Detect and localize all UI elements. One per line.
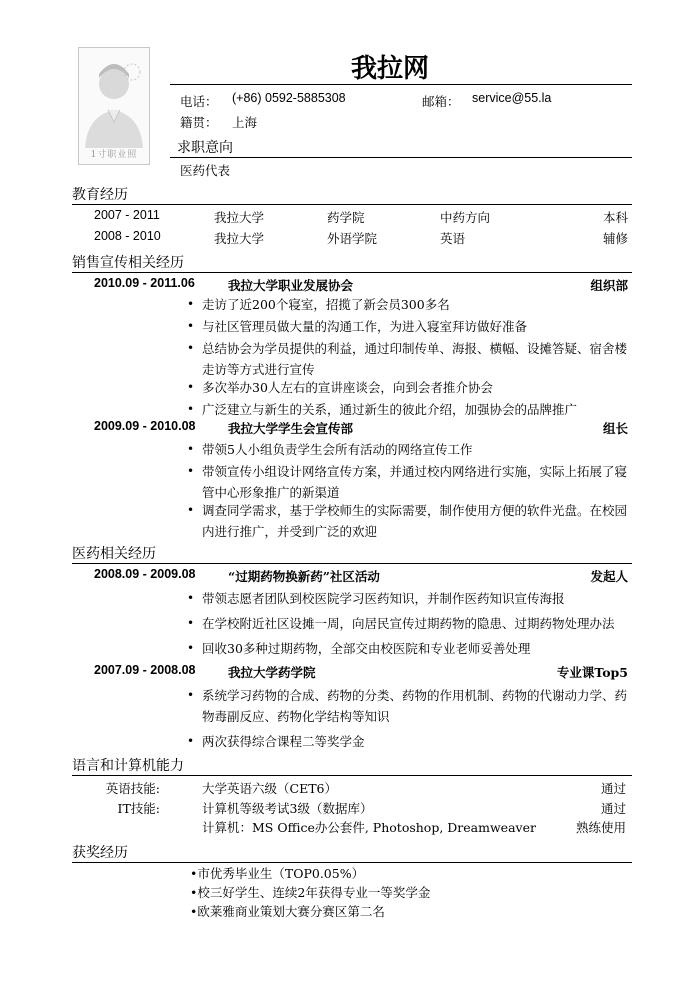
entry-role: 专业课Top5 [556, 665, 628, 680]
phone-label: 电话： [180, 94, 218, 109]
bullet-icon: • [187, 734, 195, 748]
skill-label: IT技能: [117, 801, 160, 816]
education-title: 教育经历 [72, 187, 128, 203]
bullet-icon: • [190, 904, 198, 919]
education-rule [72, 204, 632, 205]
award-text: 市优秀毕业生（TOP0.05%） [197, 866, 365, 881]
edu-college: 药学院 [327, 210, 365, 225]
skill-value: 计算机：MS Office办公套件, Photoshop, Dreamweaver [202, 820, 536, 835]
medical-rule [72, 563, 632, 564]
bullet-text: 在学校附近社区设摊一周，向居民宣传过期药物的隐患、过期药物处理办法 [202, 616, 615, 631]
sales-rule [72, 272, 632, 273]
award-item [190, 902, 385, 920]
header-rule [170, 84, 632, 85]
skills-title: 语言和计算机能力 [72, 758, 184, 774]
bullet-icon: • [190, 885, 198, 900]
bullet-text: 总结协会为学员提供的利益，通过印制传单、海报、横幅、设摊答疑、宿舍楼走访等方式进行宣传 [202, 341, 628, 377]
bullet-text: 带领志愿者团队到校医院学习医药知识，并制作医药知识宣传海报 [202, 591, 565, 606]
edu-major: 中药方向 [440, 210, 491, 225]
bullet-text: 回收30多种过期药物，全部交由校医院和专业老师妥善处理 [202, 641, 531, 656]
bullet-icon: • [187, 341, 195, 355]
edu-school: 我拉大学 [214, 210, 265, 225]
entry-role: 组长 [602, 421, 628, 436]
bullet-icon: • [190, 866, 198, 881]
phone-value: (+86) 0592-5885308 [232, 91, 346, 105]
bullet-icon: • [187, 464, 195, 478]
bullet-icon: • [187, 688, 195, 702]
skill-value: 计算机等级考试3级（数据库） [202, 801, 373, 816]
bullet-text: 多次举办30人左右的宣讲座谈会，向到会者推介协会 [202, 380, 493, 395]
bullet-text: 与社区管理员做大量的沟通工作，为进入寝室拜访做好准备 [202, 319, 528, 334]
entry-role: 发起人 [590, 569, 628, 584]
edu-degree: 本科 [602, 210, 628, 225]
bullet-text: 调查同学需求，基于学校师生的实际需要，制作使用方便的软件光盘。在校园内进行推广，并受到广泛的欢迎 [202, 503, 628, 539]
edu-period: 2007 - 2011 [94, 208, 160, 222]
awards-rule [72, 862, 632, 863]
edu-major: 英语 [440, 231, 466, 246]
entry-period: 2008.09 - 2009.08 [94, 567, 196, 581]
bullet-text: 广泛建立与新生的关系，通过新生的彼此介绍，加强协会的品牌推广 [202, 402, 578, 417]
award-item [190, 864, 364, 882]
sales-title: 销售宣传相关经历 [72, 255, 184, 271]
award-item [190, 883, 430, 901]
entry-period: 2007.09 - 2008.08 [94, 663, 196, 677]
hometown-value: 上海 [232, 115, 258, 130]
bullet-icon: • [187, 591, 195, 605]
skill-status: 熟练使用 [575, 820, 626, 835]
bullet-icon: • [187, 641, 195, 655]
edu-degree: 辅修 [602, 231, 628, 246]
bullet-icon: • [187, 402, 195, 416]
skill-value: 大学英语六级（CET6） [202, 781, 337, 796]
awards-title: 获奖经历 [72, 845, 128, 861]
photo-caption: 1寸职业照 [90, 150, 138, 160]
edu-school: 我拉大学 [214, 231, 265, 246]
objective-title: 求职意向 [177, 140, 233, 156]
skill-status: 通过 [600, 781, 626, 796]
objective-value: 医药代表 [180, 163, 231, 178]
skill-label: 英语技能: [105, 781, 160, 796]
objective-rule [170, 157, 632, 158]
entry-org: 我拉大学职业发展协会 [228, 278, 354, 293]
entry-period: 2009.09 - 2010.08 [94, 419, 196, 433]
skill-status: 通过 [600, 801, 626, 816]
bullet-icon: • [187, 297, 195, 311]
entry-period: 2010.09 - 2011.06 [94, 276, 195, 290]
medical-title: 医药相关经历 [72, 546, 156, 562]
bullet-icon: • [187, 442, 195, 456]
email-label: 邮箱： [422, 94, 460, 109]
entry-org: “过期药物换新药”社区活动 [228, 569, 380, 584]
award-text: 校三好学生、连续2年获得专业一等奖学金 [197, 885, 431, 900]
hometown-label: 籍贯： [180, 115, 218, 130]
bullet-text: 带领5人小组负责学生会所有活动的网络宣传工作 [202, 442, 473, 457]
bullet-text: 走访了近200个寝室，招揽了新会员300多名 [202, 297, 450, 312]
award-text: 欧莱雅商业策划大赛分赛区第二名 [197, 904, 385, 919]
entry-org: 我拉大学药学院 [228, 665, 316, 680]
edu-period: 2008 - 2010 [94, 229, 161, 243]
edu-college: 外语学院 [327, 231, 378, 246]
bullet-text: 带领宣传小组设计网络宣传方案，并通过校内网络进行实施，实际上拓展了寝管中心形象推广的新渠道 [202, 464, 628, 500]
skills-rule [72, 775, 632, 776]
bullet-icon: • [187, 319, 195, 333]
bullet-icon: • [187, 380, 195, 394]
entry-org: 我拉大学学生会宣传部 [228, 421, 354, 436]
email-value: service@55.la [472, 91, 552, 105]
bullet-text: 系统学习药物的合成、药物的分类、药物的作用机制、药物的代谢动力学、药物毒副反应、药物化学结构等知识 [202, 688, 628, 724]
bullet-text: 两次获得综合课程二等奖学金 [202, 734, 365, 749]
bullet-icon: • [187, 503, 195, 517]
resume-name: 我拉网 [350, 54, 429, 84]
bullet-icon: • [187, 616, 195, 630]
entry-role: 组织部 [590, 278, 628, 293]
